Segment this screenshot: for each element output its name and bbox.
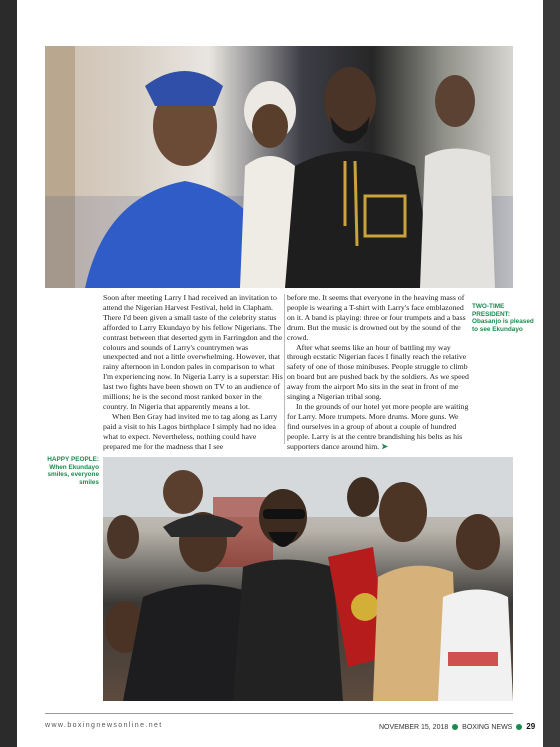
top-caption-lead: TWO-TIME PRESIDENT: <box>472 303 510 318</box>
bottom-photo-caption <box>45 456 99 486</box>
green-dot-icon <box>516 724 522 730</box>
footer-date: NOVEMBER 15, 2018 <box>379 724 449 731</box>
bottom-photo-illustration <box>103 457 513 701</box>
article-paragraph: In the grounds of our hotel yet more people are waiting for Larry. More trumpets. More drums. More guns. We find ourselves in a group of about a couple of hundred people. Larry is at the centre brandishing his belts as his supporters dance around him. <box>287 401 469 451</box>
green-dot-icon <box>452 724 458 730</box>
top-photo-illustration <box>45 46 513 288</box>
footer-website: www.boxingnewsonline.net <box>45 722 163 729</box>
footer-info <box>379 722 535 731</box>
article-paragraph: After what seems like an hour of battling my way through ecstatic Nigerian faces I finally reach the relative safety of one of those minibuses. People struggle to climb on board but are pushed back by the soldiers. As we speed away from the airport Mo sits in the seat in front of me singing a Nigerian tribal song. <box>287 342 469 402</box>
magazine-page <box>17 0 543 747</box>
column-divider <box>284 294 285 444</box>
continue-arrow-icon: ➤ <box>381 441 388 451</box>
article-paragraph: before me. It seems that everyone in the heaving mass of people is wearing a T-shirt with Larry's face emblazoned on it. A band is playing: three or four trumpets and a bass drum. But the music is drowned out by the sound of the crowd. <box>287 293 466 342</box>
top-photo-obasanjo-ekundayo <box>45 46 513 288</box>
footer-rule <box>45 713 513 714</box>
bottom-photo-crowd <box>103 457 513 701</box>
page-number: 29 <box>526 722 536 731</box>
article-column-right <box>287 293 469 452</box>
article-paragraph: Soon after meeting Larry I had received an invitation to attend the Nigerian Harvest Festival, held in Clapham. There I'd been given a small taste of the celebrity status afforded to Larry Ekundayo by his fellow Nigerians. The contrast between that deserted gym in Farringdon and the colours and sounds of Larry's countrymen was unexpected and not a little overwhelming. However, that rainy afternoon in London pales in comparison to what I'm experiencing now. In Nigeria Larry is a superstar: His last two fights have been shown on TV to an audience of millions; he is the second most ranked boxer in the country. In Nigeria that apparently means a lot. <box>103 293 283 411</box>
bottom-caption-lead: HAPPY PEOPLE: <box>47 456 99 463</box>
footer-publication: BOXING NEWS <box>462 724 513 731</box>
top-caption-body: Obasanjo is pleased to see Ekundayo <box>472 318 534 333</box>
article-paragraph: When Ben Gray had invited me to tag along as Larry paid a visit to his Lagos birthplace I simply had no idea what to expect. Nevertheless, nothing could have prepared me for the madness that I see <box>103 411 278 451</box>
article-column-left <box>103 293 283 452</box>
article-paragraph-last <box>287 402 469 452</box>
top-photo-caption <box>472 303 538 333</box>
page-edge-shadow <box>543 0 560 747</box>
bottom-caption-body: When Ekundayo smiles, everyone smiles <box>47 463 99 486</box>
